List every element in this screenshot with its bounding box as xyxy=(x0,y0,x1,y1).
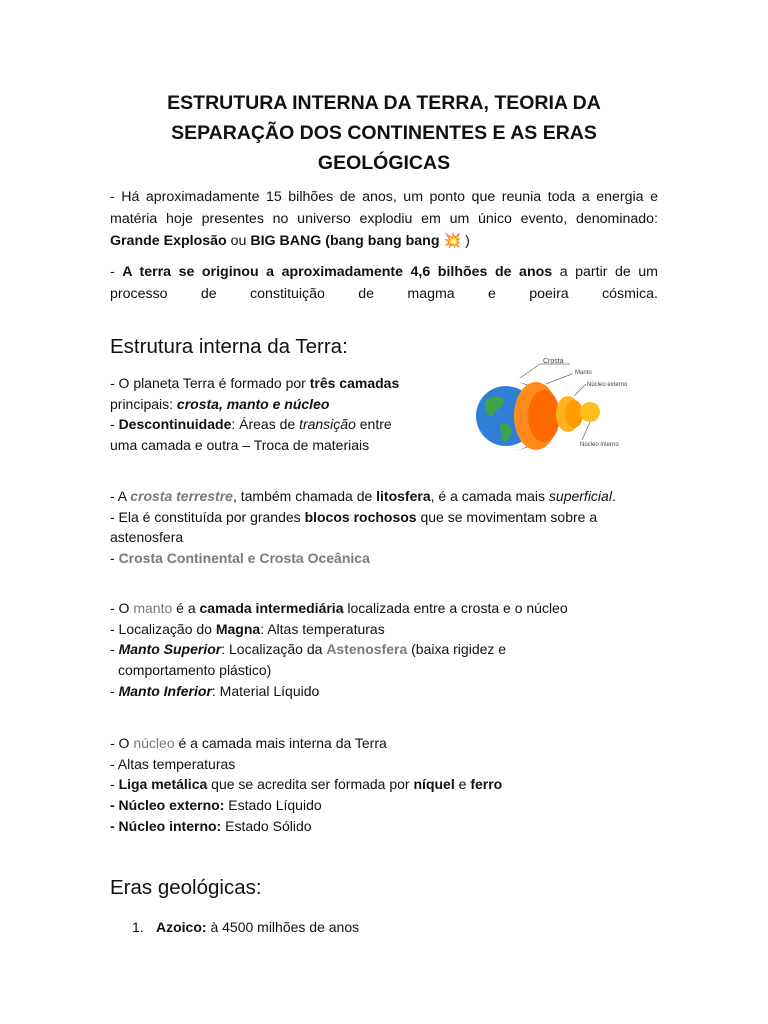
azoico-text: à 4500 milhões de anos xyxy=(206,919,360,935)
manto-term: manto xyxy=(133,600,173,616)
intro-paragraph-big-bang xyxy=(110,186,658,252)
label-nucleo-interno: Núcleo interno xyxy=(580,442,619,448)
azoico-term: Azoico: xyxy=(156,919,207,935)
origin-dash: - xyxy=(110,264,123,280)
ferro-term: ferro xyxy=(470,776,503,793)
b1-line-1 xyxy=(110,373,450,394)
document-title xyxy=(110,88,658,178)
b3-mid: é a xyxy=(172,600,200,616)
big-bang-term: BIG BANG (bang bang bang xyxy=(250,233,444,249)
b3-l2-prefix: - Localização do xyxy=(110,620,216,637)
magna-term: Magna xyxy=(215,620,261,637)
title-line-2: SEPARAÇÃO DOS CONTINENTES E AS ERAS xyxy=(171,122,597,144)
nucleo-term: núcleo xyxy=(133,735,175,751)
b4-l3-dash: - xyxy=(110,776,119,793)
b2-l2-prefix: - Ela é constituída por grandes xyxy=(110,508,305,525)
b2-prefix: - A xyxy=(110,488,131,504)
title-line-1: ESTRUTURA INTERNA DA TERRA, TEORIA DA xyxy=(167,92,601,114)
label-manto: Manto xyxy=(575,370,592,376)
b1-dash: - O planeta Terra é formado por xyxy=(110,375,310,391)
b3-line-5 xyxy=(110,681,658,702)
b1-line-3 xyxy=(110,414,450,435)
grande-explosao-term: Grande Explosão xyxy=(110,233,227,249)
label-nucleo-externo: Núcleo externo xyxy=(587,382,628,388)
b4-l3-e: e xyxy=(454,776,471,793)
b3-l3-end: (baixa rigidez e xyxy=(407,641,507,658)
litosfera-term: litosfera xyxy=(376,488,431,504)
intro-line-2: matéria hoje presentes no universo explodiu em um único evento, denominado: xyxy=(110,211,658,227)
b3-line-2 xyxy=(110,619,658,640)
intro-paragraph-earth-origin xyxy=(110,261,658,305)
b3-l5-end: : Material Líquido xyxy=(211,682,320,699)
title-line-3: GEOLÓGICAS xyxy=(317,152,451,174)
b4-end: é a camada mais interna da Terra xyxy=(174,735,387,751)
intro-line-3 xyxy=(110,230,658,252)
block-manto xyxy=(110,598,658,702)
blocos-rochosos-term: blocos rochosos xyxy=(304,508,417,525)
b2-end: . xyxy=(611,488,616,504)
b2-line-3: astenosfera xyxy=(110,529,184,546)
camada-intermediaria-term: camada intermediária xyxy=(199,600,344,616)
b4-l4-end: Estado Líquido xyxy=(224,797,322,814)
crosta-types-term: Crosta Continental e Crosta Oceânica xyxy=(118,550,370,567)
b2-line-4 xyxy=(110,548,658,569)
b4-l3-mid: que se acredita ser formada por xyxy=(207,776,414,793)
b1-dash-3: - xyxy=(110,416,119,433)
descontinuidade-term: Descontinuidade xyxy=(118,416,232,433)
b3-l3-dash: - xyxy=(110,641,119,658)
crosta-terrestre-term: crosta terrestre xyxy=(130,488,233,504)
block-nucleo xyxy=(110,733,658,837)
niquel-term: níquel xyxy=(413,776,455,793)
liga-metalica-term: Liga metálica xyxy=(118,776,208,793)
tres-camadas-term: três camadas xyxy=(309,375,400,391)
intro-line-1: - Há aproximadamente 15 bilhões de anos, um ponto que reunia toda a energia e xyxy=(110,189,658,205)
origin-bold-text: A terra se originou a aproximadamente 4,6 bilhões de anos xyxy=(122,264,553,280)
origin-rest: a partir de um xyxy=(552,264,658,280)
nucleo-externo-term: - Núcleo externo: xyxy=(110,797,225,814)
b3-line-1 xyxy=(110,598,658,619)
eras-item-number: 1. xyxy=(132,919,144,935)
b3-l3-mid: : Localização da xyxy=(221,641,327,658)
nucleo-interno-term: - Núcleo interno: xyxy=(110,817,222,834)
b3-l5-dash: - xyxy=(110,682,119,699)
astenosfera-term: Astenosfera xyxy=(326,641,408,658)
manto-inferior-term: Manto Inferior xyxy=(118,682,212,699)
eras-list-item xyxy=(132,917,359,937)
superficial-term: superficial xyxy=(548,488,612,504)
b3-end: localizada entre a crosta e o núcleo xyxy=(343,600,568,616)
b2-line-1 xyxy=(110,486,658,507)
block-three-layers xyxy=(110,373,450,456)
b2-mid2: , é a camada mais xyxy=(430,488,549,504)
section-heading-estrutura: Estrutura interna da Terra: xyxy=(110,335,348,358)
b2-line-2 xyxy=(110,507,658,528)
b4-prefix: - O xyxy=(110,735,134,751)
b4-line-3 xyxy=(110,774,658,795)
label-crosta: Crosta xyxy=(543,358,564,365)
b4-l5-end: Estado Sólido xyxy=(221,817,312,834)
earth-layers-diagram xyxy=(470,354,640,458)
b3-line-4: comportamento plástico) xyxy=(118,662,272,679)
b1-principais: principais: xyxy=(110,395,177,412)
b1-line-2 xyxy=(110,394,450,415)
b3-l2-end: : Altas temperaturas xyxy=(260,620,385,637)
intro-close-paren: ) xyxy=(461,233,470,249)
origin-line-1 xyxy=(110,261,658,283)
b4-line-4 xyxy=(110,795,658,816)
origin-line-2: processo de constituição de magma e poeira cósmica. xyxy=(110,286,658,302)
b2-l2-end: que se movimentam sobre a xyxy=(416,508,598,525)
explosion-emoji-icon: 💥 xyxy=(443,233,462,249)
inner-core-layer xyxy=(580,402,600,422)
b2-l4-dash: - xyxy=(110,550,119,567)
b1-line-4: uma camada e outra – Troca de materiais xyxy=(110,437,370,454)
b3-prefix: - O xyxy=(110,600,134,616)
transicao-term: transição xyxy=(299,416,356,433)
manto-superior-term: Manto Superior xyxy=(118,641,222,658)
b4-line-1 xyxy=(110,733,658,754)
b4-line-2: - Altas temperaturas xyxy=(110,755,236,772)
b4-line-5 xyxy=(110,816,658,837)
section-heading-eras: Eras geológicas: xyxy=(110,876,262,899)
intro-ou: ou xyxy=(226,233,251,249)
b1-end: entre xyxy=(355,416,392,433)
b3-line-3 xyxy=(110,639,658,660)
layers-names: crosta, manto e núcleo xyxy=(176,395,330,412)
block-crosta xyxy=(110,486,658,569)
b1-mid: : Áreas de xyxy=(231,416,300,433)
b2-mid: , também chamada de xyxy=(232,488,377,504)
